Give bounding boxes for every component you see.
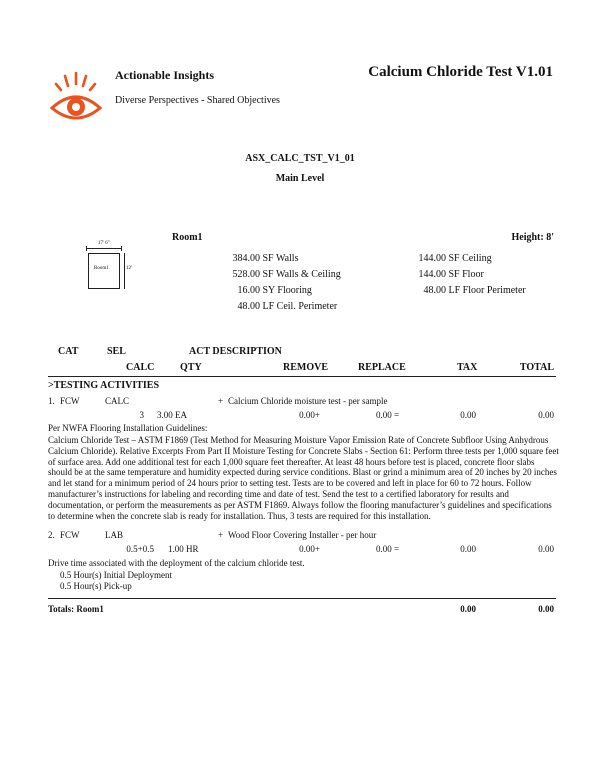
line-item-total: 0.00 (538, 410, 554, 420)
measurement-unit: LF Ceil. Perimeter (262, 301, 338, 312)
note-line: 0.5 Hour(s) Initial Deployment (60, 570, 172, 580)
note-text: Drive time associated with the deployment of the calcium chloride test. (48, 558, 305, 568)
line-item-qty: 1.00 HR (168, 544, 199, 554)
header-divider (48, 376, 556, 377)
line-item-total: 0.00 (538, 544, 554, 554)
column-header-act-description: ACT DESCRIPTION (189, 346, 282, 357)
level-name: Main Level (275, 173, 325, 184)
room-measurements-left (232, 253, 341, 317)
measurement-unit: SF Floor (448, 269, 484, 280)
line-item-tax: 0.00 (460, 544, 476, 554)
line-item-cat: FCW (60, 530, 80, 540)
line-item-cat: FCW (60, 396, 80, 406)
measurement-unit: SF Ceiling (448, 253, 492, 264)
line-item-tax: 0.00 (460, 410, 476, 420)
column-header-cat: CAT (58, 346, 79, 357)
line-item-sel: LAB (105, 530, 123, 540)
column-header-calc: CALC (126, 362, 155, 373)
room-diagram (86, 241, 132, 292)
line-item-act: + (218, 396, 224, 406)
column-header-replace: REPLACE (358, 362, 406, 373)
room-name: Room1 (172, 232, 203, 243)
measurement-value: 144.00 (418, 253, 446, 264)
line-item-remove: 0.00+ (299, 410, 320, 420)
line-item-sel: CALC (105, 396, 130, 406)
line-item-remove: 0.00+ (299, 544, 320, 554)
line-item-description: Wood Floor Covering Installer - per hour (228, 530, 377, 540)
column-header-qty: QTY (180, 362, 202, 373)
document-title: Calcium Chloride Test V1.01 (368, 64, 553, 80)
note-line: 0.5 Hour(s) Pick-up (60, 581, 132, 591)
totals-label: Totals: Room1 (48, 604, 104, 614)
note-heading: Per NWFA Flooring Installation Guidelines: (48, 423, 208, 433)
measurement-value: 48.00 (237, 301, 260, 312)
measurement-unit: LF Floor Perimeter (448, 285, 526, 296)
company-tagline: Diverse Perspectives - Shared Objectives (115, 95, 280, 106)
diagram-height-label: 12' (126, 266, 132, 271)
company-logo-eye-icon (48, 70, 104, 126)
totals-divider (48, 598, 556, 599)
line-item-replace: 0.00 = (376, 544, 400, 554)
column-header-remove: REMOVE (283, 362, 328, 373)
room-measurements-right (418, 253, 526, 301)
measurement-unit: SY Flooring (262, 285, 312, 296)
diagram-width-label: 17' 6" (98, 241, 110, 246)
diagram-room-label: Room1 (94, 266, 109, 271)
measurement-value: 528.00 (232, 269, 260, 280)
line-item-qty: 3.00 EA (157, 410, 187, 420)
measurement-value: 48.00 (423, 285, 446, 296)
totals-tax: 0.00 (460, 604, 476, 614)
line-item-calc: 3 (139, 410, 144, 420)
company-name: Actionable Insights (115, 68, 215, 82)
line-item-act: + (218, 530, 224, 540)
line-item-calc: 0.5+0.5 (126, 544, 154, 554)
section-heading: >TESTING ACTIVITIES (48, 380, 160, 391)
measurement-unit: SF Walls & Ceiling (262, 269, 341, 280)
measurement-value: 16.00 (237, 285, 260, 296)
measurement-value: 144.00 (418, 269, 446, 280)
column-header-sel: SEL (107, 346, 126, 357)
totals-total: 0.00 (538, 604, 554, 614)
measurement-value: 384.00 (232, 253, 260, 264)
estimate-name: ASX_CALC_TST_V1_01 (245, 153, 355, 164)
column-header-tax: TAX (457, 362, 478, 373)
measurement-unit: SF Walls (262, 253, 299, 264)
line-item-number: 2. (48, 530, 55, 540)
line-item-description: Calcium Chloride moisture test - per sample (228, 396, 388, 406)
note-text: Calcium Chloride Test – ASTM F1869 (Test Method for Measuring Moisture Vapor Emission Rate of Concrete Subfloor Using Anhydrous Calcium Chloride). Relative Excerpts From Part II Moisture Testing for Concrete Slabs - Section 61: Perform three tests per 1,000 square feet of surface area. Add one additional test for each 1,000 square feet thereafter. At least 48 hours before test is placed, concrete floor slabs should be at the same temperature and humidity expected during service conditions. Blast or grind a minimum area of 20 inches by 20 inches and let stand for a minimum period of 24 hours prior to setting test. Tests are to be covered and left in place for 60 to 72 hours. Follow manufacturer’s instructions for labeling and recording time and date of test. Send the test to a certified laboratory for results and documentation, or perform the measurements as per ASTM F1869. Always follow the flooring manufacturer’s guidelines and specifications to determine when the concrete slab is ready for installation. Thus, 3 tests are required for this installation. (48, 435, 559, 521)
line-item-number: 1. (48, 396, 55, 406)
room-height: Height: 8' (511, 232, 554, 243)
line-item-replace: 0.00 = (376, 410, 400, 420)
column-header-total: TOTAL (519, 362, 554, 373)
